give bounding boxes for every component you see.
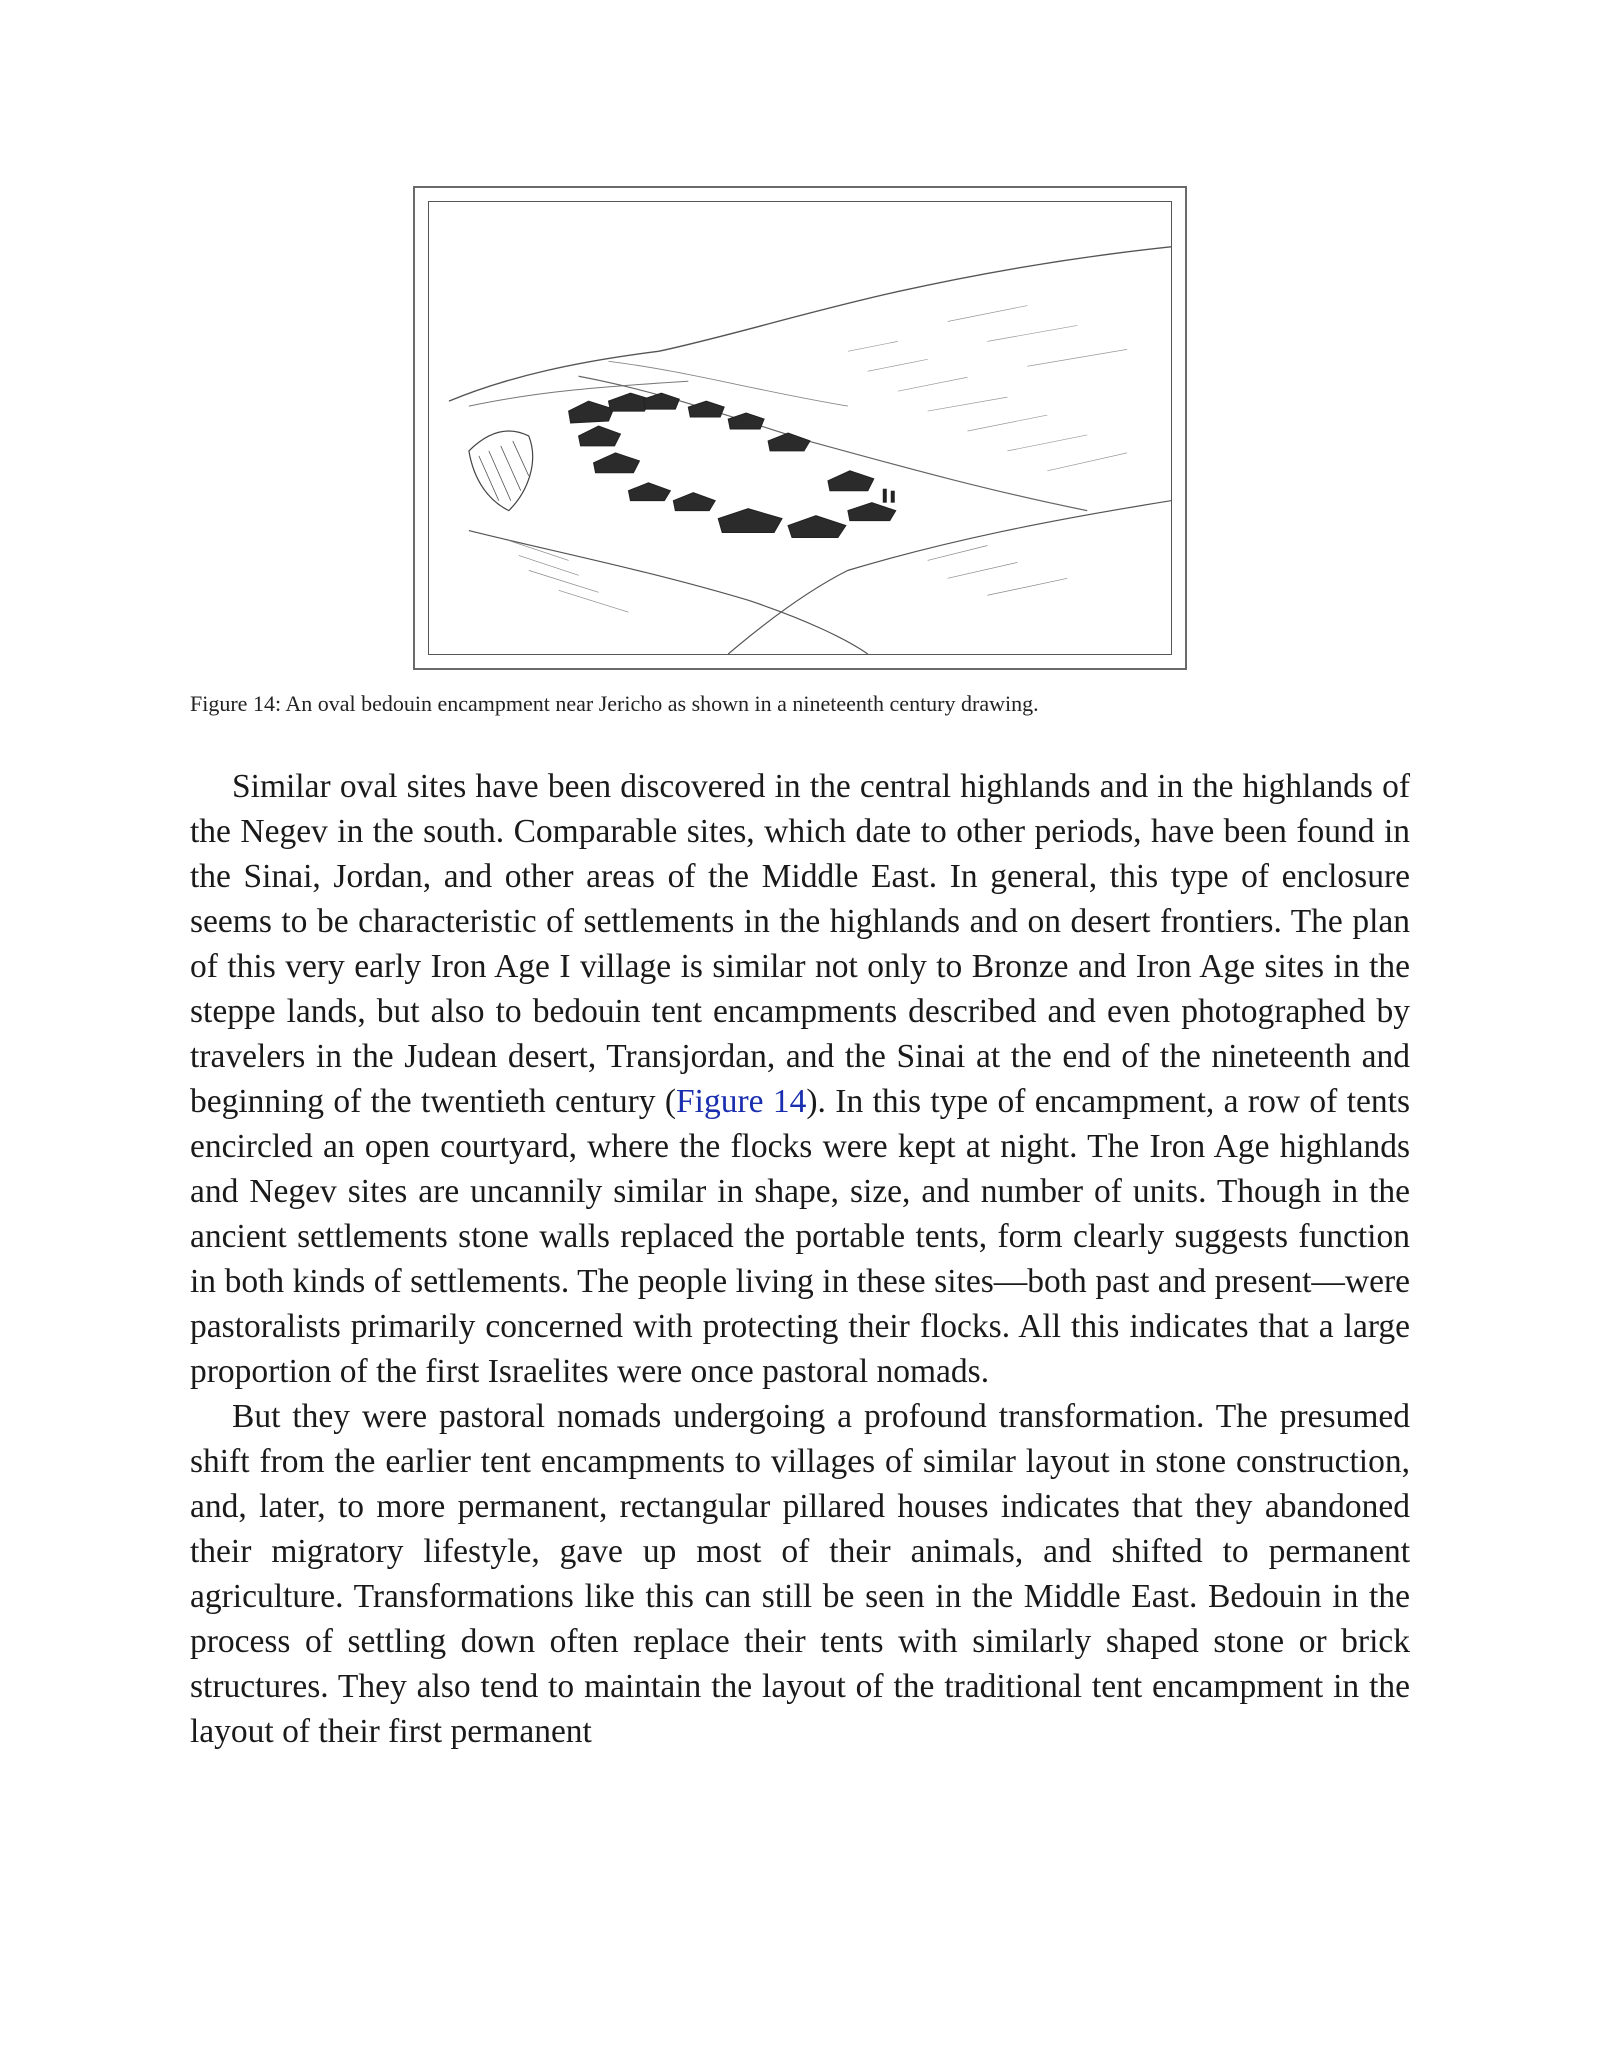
paragraph-2: But they were pastoral nomads undergoing a profound transformation. The presumed shift from the earlier tent encampments to villages of similar layout in stone construction, and, later, to more permanent, rectangular pillared houses indicates that they abandoned their migratory lifestyle, gave up most of their animals, and shifted to permanent agriculture. Transformations like this can still be seen in the Middle East. Bedouin in the process of settling down often replace their tents with similarly shaped stone or brick structures. They also tend to maintain the layout of the traditional tent encampment in the layout of their first permanent <box>190 1398 1410 1750</box>
paragraph-1 <box>190 764 1410 1394</box>
paragraph-1-text-start: Similar oval sites have been discovered in the central highlands and in the highlands of the Negev in the south. Comparable sites, which date to other periods, have been found in the Sinai, Jordan, and other areas of the Middle East. In general, this type of enclosure seems to be characteristic of settlements in the highlands and on desert frontiers. The plan of this very early Iron Age I village is similar not only to Bronze and Iron Age sites in the steppe lands, but also to bedouin tent encampments described and even photographed by travelers in the Judean desert, Transjordan, and the Sinai at the end of the nineteenth and beginning of the twentieth century ( <box>190 768 1410 1120</box>
figure-drawing <box>428 201 1172 655</box>
encampment-drawing-illustration <box>429 202 1171 654</box>
paragraph-1-text-end: ). In this type of encampment, a row of tents encircled an open courtyard, where the flocks were kept at night. The Iron Age highlands and Negev sites are uncannily similar in shape, size, and number of units. Though in the ancient settlements stone walls replaced the portable tents, form clearly suggests function in both kinds of settlements. The people living in these sites—both past and present—were pastoralists primarily concerned with protecting their flocks. All this indicates that a large proportion of the first Israelites were once pastoral nomads. <box>190 1083 1410 1390</box>
body-text <box>190 764 1410 1754</box>
figure-caption: Figure 14: An oval bedouin encampment near Jericho as shown in a nineteenth century drawing. <box>190 691 1039 716</box>
figure-frame <box>413 186 1187 670</box>
figure-14-link[interactable]: Figure 14 <box>676 1083 807 1120</box>
